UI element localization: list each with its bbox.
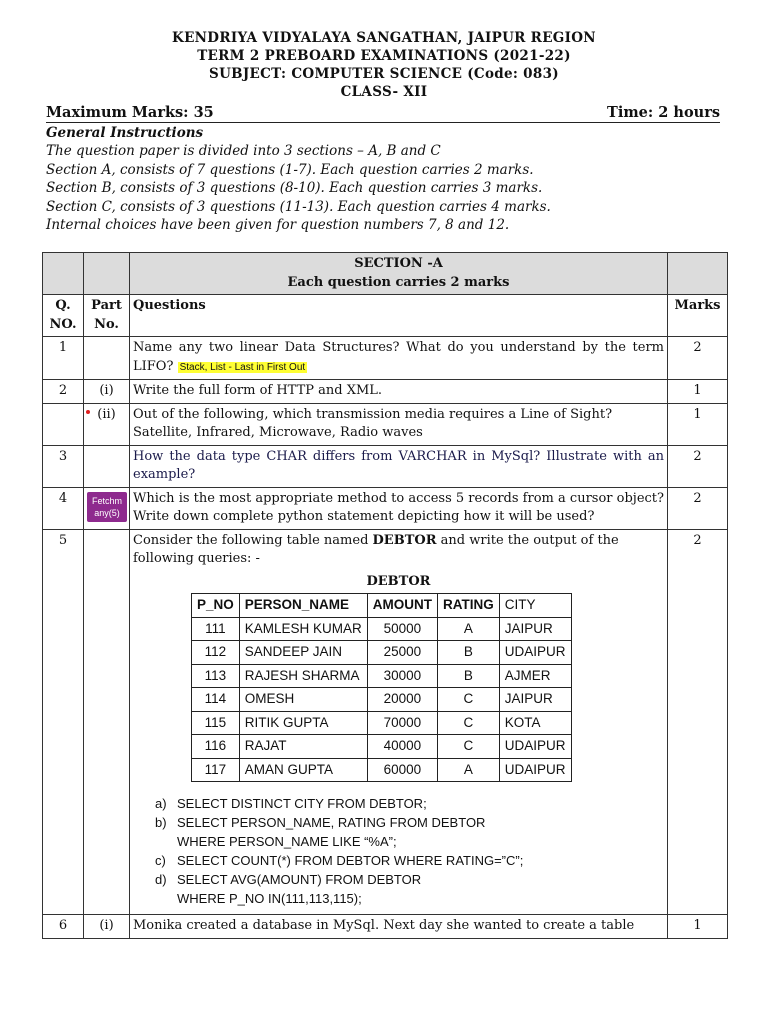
question-text: Which is the most appropriate method to access 5 records from a cursor object? Write down complete python statement depicting how it will be used? [130, 487, 668, 529]
question-number: 5 [43, 529, 84, 915]
section-heading [130, 253, 668, 295]
question-marks: 1 [668, 403, 728, 445]
question-text [130, 337, 668, 380]
instruction-line: Section C, consists of 3 questions (11-13). Each question carries 4 marks. [46, 198, 551, 215]
question-text [130, 529, 668, 915]
column-header-row [43, 295, 728, 337]
col-marks: Marks [668, 295, 728, 337]
part-number: (i) [84, 915, 130, 939]
question-text: Monika created a database in MySql. Next day she wanted to create a table [130, 915, 668, 939]
question-row-1 [43, 337, 728, 380]
section-header-row [43, 253, 728, 295]
instruction-line: Section B, consists of 3 questions (8-10). Each question carries 3 marks. [46, 180, 543, 197]
instructions-heading: General Instructions [46, 125, 204, 141]
col-part: Part No. [84, 295, 130, 337]
list-item: c) SELECT COUNT(*) FROM DEBTOR WHERE RATING=”C”; [155, 853, 524, 868]
debtor-col-header: P_NO [192, 594, 240, 618]
question-marks: 2 [668, 529, 728, 915]
questions-table [42, 252, 728, 939]
question-marks: 1 [668, 915, 728, 939]
question-number: 2 [43, 380, 84, 404]
question-row-6-i [43, 915, 728, 939]
question-text: Out of the following, which transmission media requires a Line of Sight? Satellite, Infrared, Microwave, Radio waves [130, 403, 668, 445]
part-number: (i) [84, 380, 130, 404]
question-5-intro: Consider the following table named DEBTOR and write the output of the following queries: - [133, 532, 619, 566]
question-number: 4 [43, 487, 84, 529]
question-text: Write the full form of HTTP and XML. [130, 380, 668, 404]
part-label: (ii) [97, 406, 116, 422]
section-subtitle: Each question carries 2 marks [287, 274, 510, 290]
col-qno: Q. NO. [43, 295, 84, 337]
table-name: DEBTOR [372, 532, 437, 548]
debtor-col-header: PERSON_NAME [239, 594, 367, 618]
question-row-2-i [43, 380, 728, 404]
instruction-line: The question paper is divided into 3 sections – A, B and C [46, 143, 441, 160]
debtor-header-row [192, 594, 572, 618]
debtor-col-header: RATING [438, 594, 500, 618]
table-row: 114 OMESH 20000 C JAIPUR [192, 688, 572, 712]
table-row: 117 AMAN GUPTA 60000 A UDAIPUR [192, 758, 572, 782]
question-marks: 2 [668, 487, 728, 529]
question-number: 1 [43, 337, 84, 380]
list-item: d) SELECT AVG(AMOUNT) FROM DEBTOR WHERE P_NO IN(111,113,115); [155, 872, 422, 906]
debtor-col-header: CITY [499, 594, 571, 618]
table-row: 115 RITIK GUPTA 70000 C KOTA [192, 711, 572, 735]
header-line-3: SUBJECT: COMPUTER SCIENCE (Code: 083) [209, 66, 559, 82]
question-number: 6 [43, 915, 84, 939]
instruction-line: Section A, consists of 7 questions (1-7). Each question carries 2 marks. [46, 161, 534, 178]
sql-query-list [133, 794, 664, 908]
section-title: SECTION -A [354, 256, 443, 271]
table-row: 111 KAMLESH KUMAR 50000 A JAIPUR [192, 617, 572, 641]
table-row: 113 RAJESH SHARMA 30000 B AJMER [192, 664, 572, 688]
question-row-2-ii [43, 403, 728, 445]
debtor-table-title: DEBTOR [366, 573, 431, 589]
header-line-1: KENDRIYA VIDYALAYA SANGATHAN, JAIPUR REGION [172, 30, 596, 46]
question-marks: 1 [668, 380, 728, 404]
debtor-col-header: AMOUNT [367, 594, 437, 618]
question-row-3 [43, 445, 728, 487]
time-allowed: Time: 2 hours [607, 104, 720, 121]
max-marks: Maximum Marks: 35 [46, 104, 214, 121]
header-line-2: TERM 2 PREBOARD EXAMINATIONS (2021-22) [197, 48, 571, 64]
list-item: b) SELECT PERSON_NAME, RATING FROM DEBTOR WHERE PERSON_NAME LIKE “%A”; [155, 815, 486, 849]
header-line-4: CLASS- XII [340, 84, 428, 100]
question-number: 3 [43, 445, 84, 487]
question-1-text: Name any two linear Data Structures? What do you understand by the term LIFO? [133, 340, 664, 374]
table-row: 112 SANDEEP JAIN 25000 B UDAIPUR [192, 641, 572, 665]
list-item: a) SELECT DISTINCT CITY FROM DEBTOR; [155, 796, 427, 811]
question-marks: 2 [668, 337, 728, 380]
part-number [84, 403, 130, 445]
table-row: 116 RAJAT 40000 C UDAIPUR [192, 735, 572, 759]
question-marks: 2 [668, 445, 728, 487]
question-text: How the data type CHAR differs from VARCHAR in MySql? Illustrate with an example? [130, 445, 668, 487]
marks-time-row [46, 104, 720, 123]
annotation-tag: Fetchm any(5) [87, 492, 127, 522]
instruction-line: Internal choices have been given for question numbers 7, 8 and 12. [46, 217, 510, 234]
highlighted-answer: Stack, List - Last in First Out [179, 361, 306, 373]
question-row-5 [43, 529, 728, 915]
debtor-table [191, 593, 572, 782]
col-questions: Questions [130, 295, 668, 337]
general-instructions [46, 124, 726, 234]
red-dot-mark [86, 410, 90, 414]
question-row-4 [43, 487, 728, 529]
